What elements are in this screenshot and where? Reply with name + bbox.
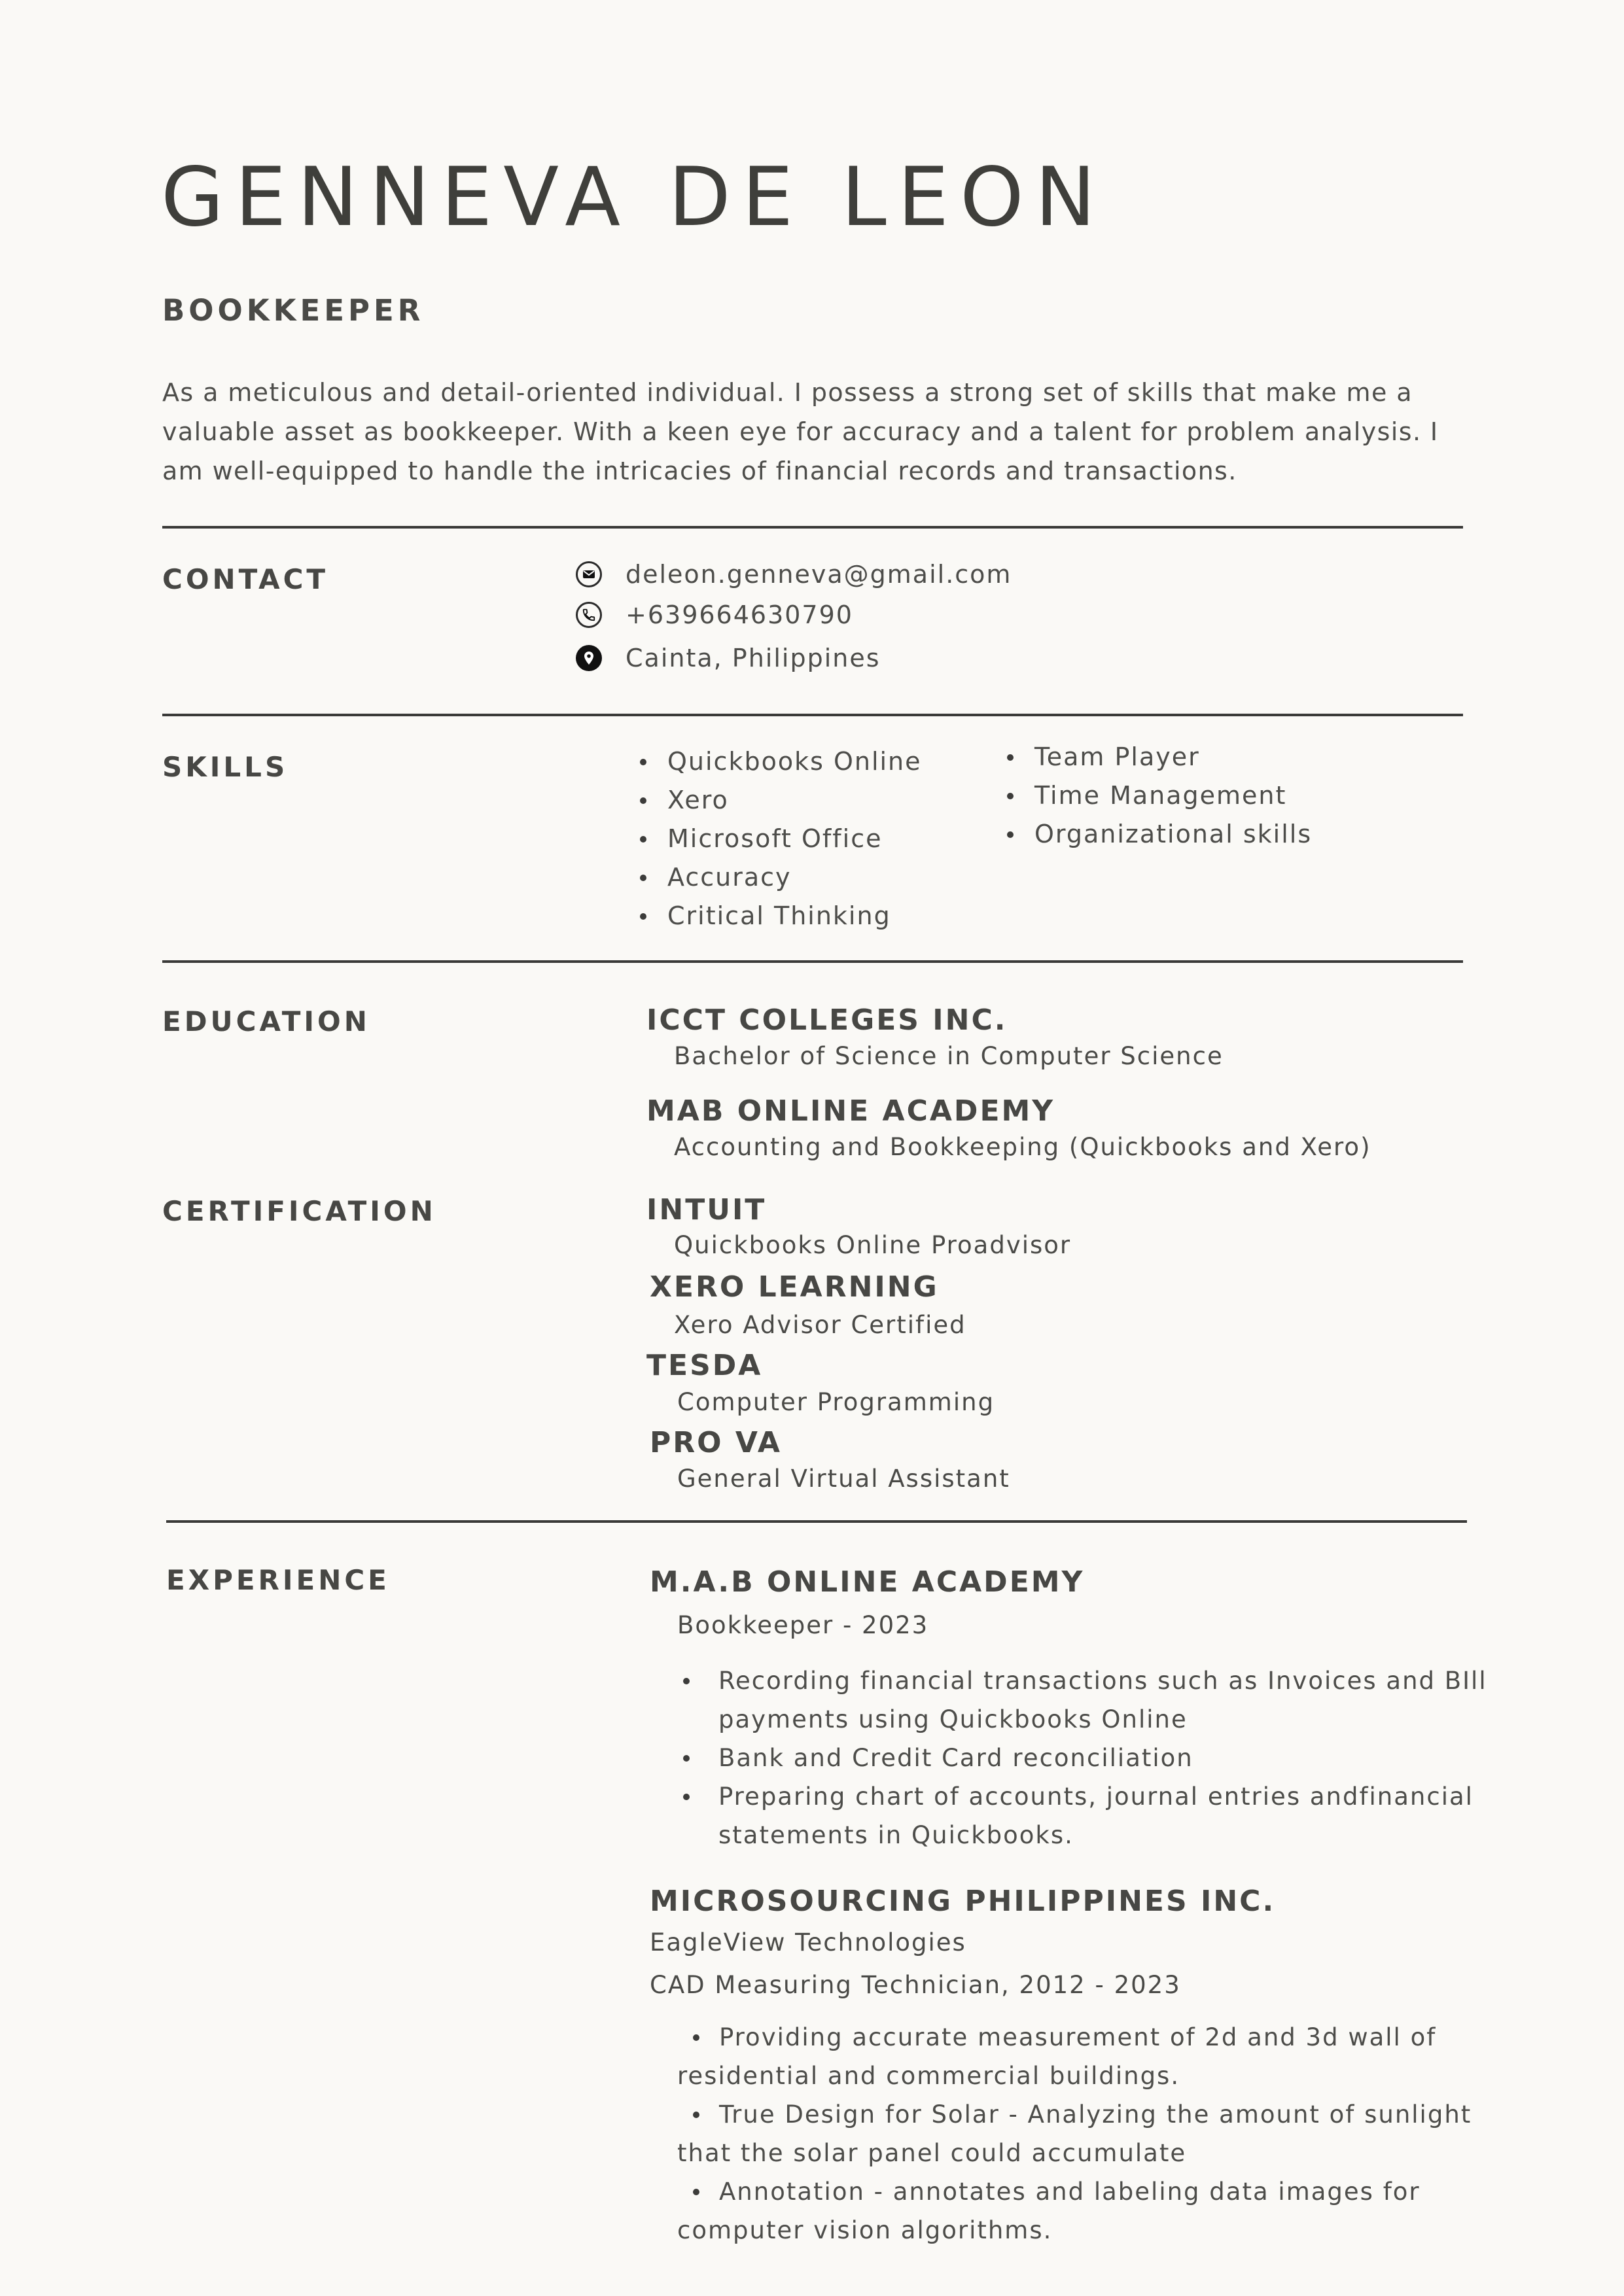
certification-issuer: TESDA <box>646 1349 763 1382</box>
duty-text: Annotation - annotates and labeling data images for computer vision algorithms. <box>677 2178 1421 2244</box>
company-name: MICROSOURCING PHILIPPINES INC. <box>650 1885 1276 1918</box>
company-name: M.A.B ONLINE ACADEMY <box>650 1565 1085 1599</box>
phone-icon <box>576 602 602 628</box>
skills-list-2 <box>1002 738 1312 854</box>
job-role: CAD Measuring Technician, 2012 - 2023 <box>650 1971 1181 1999</box>
profile-summary: As a meticulous and detail-oriented individual. I possess a strong set of skills that make me a valuable asset as bookkeeper. With a keen eye for accuracy and a talent for problem analysis. I am well-equipped to handle the intricacies of financial records and transactions. <box>162 378 1439 485</box>
job-duties <box>677 2018 1482 2250</box>
duty-text: True Design for Solar - Analyzing the amount of sunlight that the solar panel could accumulate <box>677 2100 1472 2167</box>
certification-issuer: PRO VA <box>650 1426 782 1459</box>
certification-issuer: INTUIT <box>646 1193 767 1226</box>
resume-name: GENNEVA DE LEON <box>161 150 1107 245</box>
divider <box>162 960 1463 963</box>
contact-email <box>576 555 1012 594</box>
duty-item: Preparing chart of accounts, journal entries andfinancial statements in Quickbooks. <box>675 1777 1500 1854</box>
section-label-skills: SKILLS <box>162 751 289 783</box>
bullet-dot <box>693 2112 699 2118</box>
education-institution: ICCT COLLEGES INC. <box>646 1003 1008 1037</box>
certification-title: Quickbooks Online Proadvisor <box>674 1231 1072 1259</box>
location-pin-icon <box>576 645 602 671</box>
certification-title: Computer Programming <box>677 1388 995 1416</box>
education-institution: MAB ONLINE ACADEMY <box>646 1094 1055 1128</box>
contact-location <box>576 638 881 678</box>
duty-item <box>677 2018 1482 2095</box>
contact-phone <box>576 595 853 635</box>
skill-item: Accuracy <box>635 858 922 897</box>
section-label-education: EDUCATION <box>162 1005 370 1037</box>
divider <box>166 1520 1467 1523</box>
job-duties <box>675 1661 1500 1854</box>
bullet-dot <box>693 2034 699 2041</box>
education-degree: Accounting and Bookkeeping (Quickbooks and Xero) <box>674 1133 1371 1161</box>
phone-text[interactable]: +639664630790 <box>626 600 853 629</box>
certification-title: General Virtual Assistant <box>677 1465 1010 1493</box>
section-label-contact: CONTACT <box>162 563 329 595</box>
skills-list-1 <box>635 742 922 935</box>
location-text: Cainta, Philippines <box>626 644 881 672</box>
skill-item: Microsoft Office <box>635 820 922 858</box>
education-degree: Bachelor of Science in Computer Science <box>674 1042 1224 1070</box>
skill-item: Team Player <box>1002 738 1312 776</box>
duty-item <box>677 2095 1482 2172</box>
skill-item: Critical Thinking <box>635 897 922 935</box>
job-title: BOOKKEEPER <box>162 293 425 328</box>
mail-icon <box>576 561 602 587</box>
skill-item: Organizational skills <box>1002 815 1312 854</box>
certification-title: Xero Advisor Certified <box>674 1311 966 1339</box>
duty-item: Recording financial transactions such as Invoices and BIll payments using Quickbooks Online <box>675 1661 1500 1739</box>
divider <box>162 714 1463 716</box>
skill-item: Time Management <box>1002 776 1312 815</box>
bullet-dot <box>693 2189 699 2195</box>
job-role: Bookkeeper - 2023 <box>677 1611 929 1639</box>
section-label-experience: EXPERIENCE <box>166 1564 390 1596</box>
duty-text: Providing accurate measurement of 2d and 3d wall of residential and commercial buildings. <box>677 2023 1437 2090</box>
duty-item: Bank and Credit Card reconciliation <box>675 1739 1500 1777</box>
email-text[interactable]: deleon.genneva@gmail.com <box>626 560 1012 589</box>
client-name: EagleView Technologies <box>650 1928 966 1957</box>
divider <box>162 526 1463 529</box>
skill-item: Quickbooks Online <box>635 742 922 781</box>
certification-issuer: XERO LEARNING <box>650 1270 939 1304</box>
skill-item: Xero <box>635 781 922 820</box>
duty-item <box>677 2172 1482 2250</box>
section-label-certification: CERTIFICATION <box>162 1195 436 1227</box>
